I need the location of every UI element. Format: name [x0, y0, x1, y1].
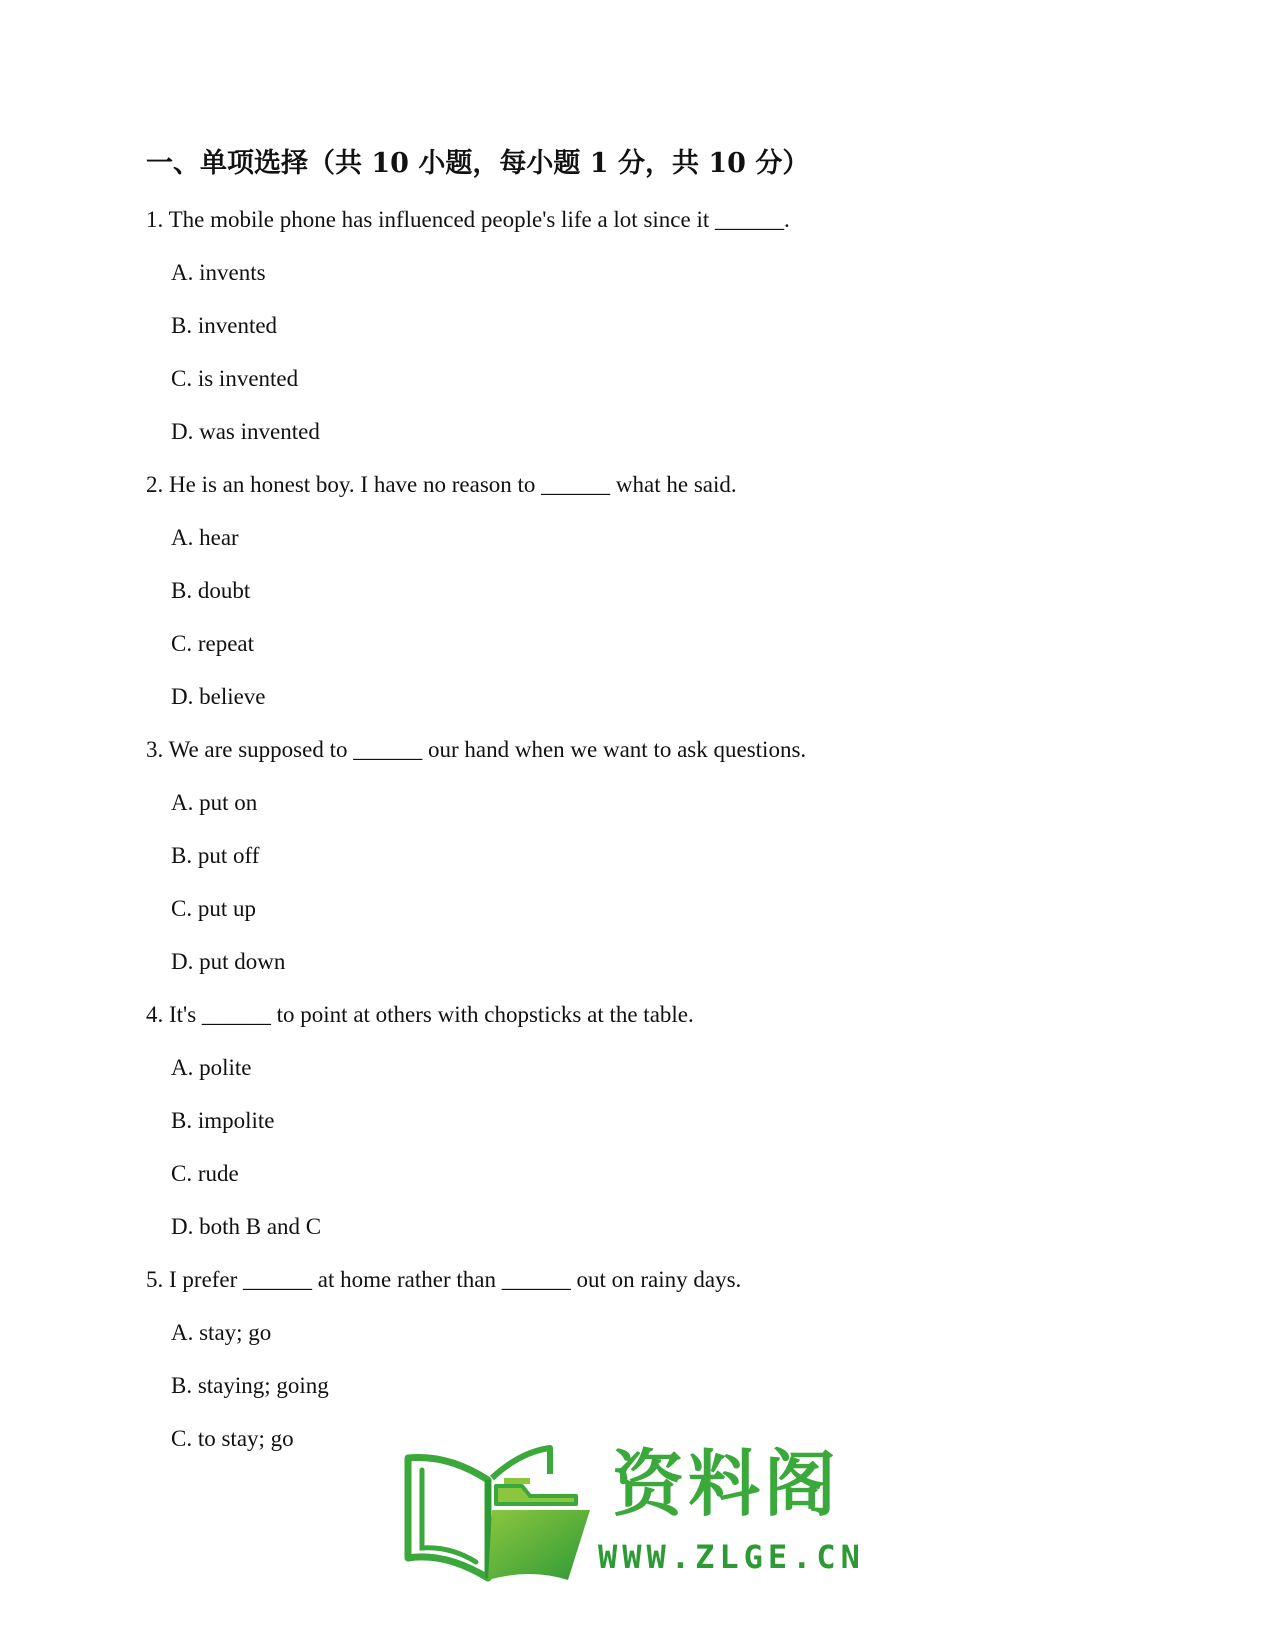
option-a: A. hear — [171, 525, 239, 550]
option-c: C. put up — [171, 896, 256, 921]
option-b: B. invented — [171, 313, 278, 338]
option-d: D. put down — [171, 949, 286, 974]
question-stem: 1. The mobile phone has influenced people's life a lot since it ______. — [146, 207, 790, 232]
question-3 — [146, 736, 1146, 976]
option-c: C. rude — [171, 1161, 239, 1186]
option-b: B. impolite — [171, 1108, 275, 1133]
watermark-title: 资料阁 — [612, 1442, 841, 1526]
question-4 — [146, 1001, 1146, 1241]
watermark — [400, 1440, 870, 1590]
option-d: D. was invented — [171, 419, 320, 444]
option-a: A. stay; go — [171, 1320, 272, 1345]
option-c: C. repeat — [171, 631, 255, 656]
option-a: A. polite — [171, 1055, 252, 1080]
option-b: B. doubt — [171, 578, 251, 603]
section-title: 一、单项选择（共 10 小题，每小题 1 分，共 10 分） — [146, 148, 810, 179]
watermark-url: WWW.ZLGE.CN — [598, 1538, 865, 1576]
option-b: B. staying; going — [171, 1373, 329, 1398]
option-c: C. to stay; go — [171, 1426, 294, 1451]
option-a: A. invents — [171, 260, 266, 285]
option-b: B. put off — [171, 843, 260, 868]
option-d: D. believe — [171, 684, 266, 709]
question-5 — [146, 1266, 1146, 1453]
option-a: A. put on — [171, 790, 258, 815]
question-1 — [146, 206, 1146, 446]
question-2 — [146, 471, 1146, 711]
question-stem: 2. He is an honest boy. I have no reason to ______ what he said. — [146, 472, 737, 497]
option-c: C. is invented — [171, 366, 299, 391]
question-list — [146, 206, 1146, 1478]
question-stem: 4. It's ______ to point at others with chopsticks at the table. — [146, 1002, 694, 1027]
option-d: D. both B and C — [171, 1214, 322, 1239]
question-stem: 5. I prefer ______ at home rather than ______ out on rainy days. — [146, 1267, 742, 1292]
open-book-icon — [400, 1440, 600, 1590]
question-stem: 3. We are supposed to ______ our hand when we want to ask questions. — [146, 737, 807, 762]
